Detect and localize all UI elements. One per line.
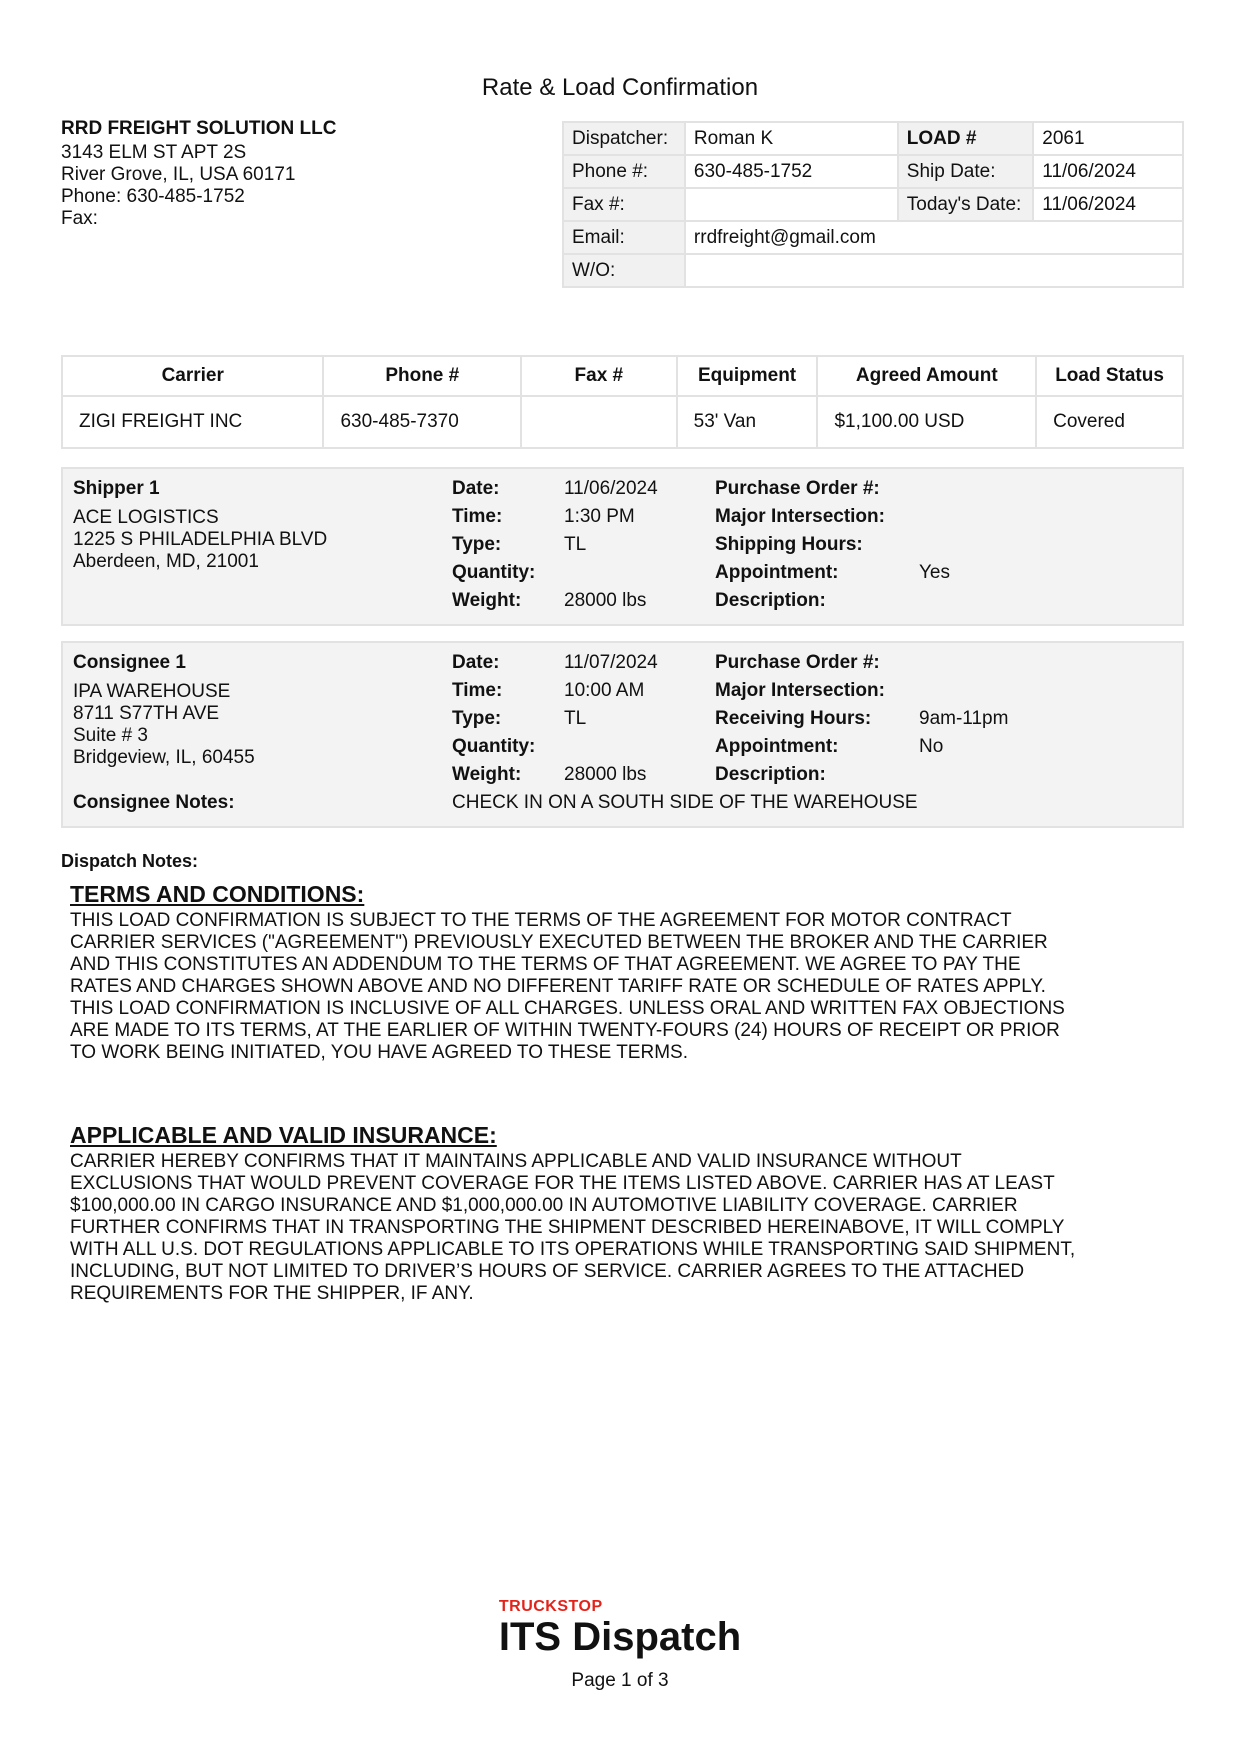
carrier-fax [521,396,677,448]
fax-label: Fax #: [563,188,685,221]
shipper-quantity [564,559,658,587]
ship-date-value: 11/06/2024 [1033,155,1183,188]
consignee-major-intersection [919,677,1008,705]
dispatcher-label: Dispatcher: [563,122,685,155]
field-label: Time: [452,506,503,527]
phone-label: Phone #: [563,155,685,188]
shipper-shipping-hours [919,531,950,559]
shipper-type: TL [564,534,587,555]
consignee-field-values [564,649,658,789]
table-row [62,396,1183,448]
terms-line: RATES AND CHARGES SHOWN ABOVE AND NO DIFFERENT TARIFF RATE OR SCHEDULE OF RATES APPLY. [70,976,1046,997]
field-label: Quantity: [452,736,536,757]
consignee-type: TL [564,708,587,729]
insurance-line: INCLUDING, BUT NOT LIMITED TO DRIVER’S HOURS OF SERVICE. CARRIER AGREES TO THE ATTACHED [70,1261,1025,1282]
shipper-name: ACE LOGISTICS [73,507,219,528]
consignee-city: Bridgeview, IL, 60455 [73,747,255,768]
field-label: Purchase Order #: [715,652,880,673]
consignee-name: IPA WAREHOUSE [73,681,231,702]
field-label: Receiving Hours: [715,708,872,729]
field-label: Purchase Order #: [715,478,880,499]
field-label: Quantity: [452,562,536,583]
shipper-heading: Shipper 1 [73,478,160,499]
field-label: Appointment: [715,562,839,583]
field-label: Appointment: [715,736,839,757]
shipper-appointment: Yes [919,562,950,583]
shipper-field-values-2 [919,475,950,615]
field-label: Description: [715,590,826,611]
field-label: Time: [452,680,503,701]
field-label: Major Intersection: [715,680,885,701]
col-header: Phone # [323,356,521,396]
field-label: Date: [452,478,500,499]
insurance-text [70,1151,1180,1305]
consignee-street: 8711 S77TH AVE [73,703,220,724]
col-header: Carrier [62,356,323,396]
shipper-field-labels-2 [715,475,885,615]
email-label: Email: [563,221,685,254]
insurance-heading: APPLICABLE AND VALID INSURANCE: [70,1122,497,1148]
field-label: Type: [452,534,502,555]
dispatch-notes-label: Dispatch Notes: [61,851,199,871]
consignee-description [919,761,1008,789]
work-order-label: W/O: [563,254,685,287]
company-fax: Fax: [61,208,98,229]
col-header: Equipment [677,356,818,396]
fax-value [685,188,898,221]
col-header: Fax # [521,356,677,396]
consignee-notes: CHECK IN ON A SOUTH SIDE OF THE WAREHOUSE [452,792,918,813]
consignee-date: 11/07/2024 [564,652,658,673]
insurance-line: CARRIER HEREBY CONFIRMS THAT IT MAINTAINS APPLICABLE AND VALID INSURANCE WITHOUT [70,1151,962,1172]
field-label: Type: [452,708,502,729]
document-title: Rate & Load Confirmation [481,74,759,101]
consignee-field-labels [452,649,535,789]
consignee-time: 10:00 AM [564,680,645,701]
terms-text [70,910,1180,1064]
carrier-agreed-amount: $1,100.00 USD [817,396,1036,448]
company-address-line2: River Grove, IL, USA 60171 [61,164,296,185]
shipper-panel [61,467,1184,626]
shipper-field-labels [452,475,535,615]
terms-line: THIS LOAD CONFIRMATION IS INCLUSIVE OF ALL CHARGES. UNLESS ORAL AND WRITTEN FAX OBJECTIONS [70,998,1065,1019]
todays-date-value: 11/06/2024 [1033,188,1183,221]
truckstop-logo-text: TRUCKSTOP [498,1598,603,1615]
carrier-table-header [62,356,1183,396]
its-dispatch-logo [0,1598,1240,1658]
carrier-equipment: 53' Van [677,396,818,448]
consignee-panel [61,641,1184,828]
dispatch-info-table [562,121,1184,288]
col-header: Load Status [1036,356,1183,396]
shipper-weight: 28000 lbs [564,590,647,611]
insurance-line: EXCLUSIONS THAT WOULD PREVENT COVERAGE FOR THE ITEMS LISTED ABOVE. CARRIER HAS AT LEAST [70,1173,1055,1194]
company-name: RRD FREIGHT SOLUTION LLC [61,118,337,139]
email-value: rrdfreight@gmail.com [685,221,1183,254]
insurance-line: $100,000.00 IN CARGO INSURANCE AND $1,000,000.00 IN AUTOMOTIVE LIABILITY COVERAGE. CARRIER [70,1195,1018,1216]
consignee-weight: 28000 lbs [564,764,647,785]
shipper-street: 1225 S PHILADELPHIA BLVD [73,529,328,550]
terms-line: AND THIS CONSTITUTES AN ADDENDUM TO THE TERMS OF THAT AGREEMENT. WE AGREE TO PAY THE [70,954,1021,975]
field-label: Shipping Hours: [715,534,863,555]
consignee-notes-label: Consignee Notes: [73,792,235,813]
terms-line: TO WORK BEING INITIATED, YOU HAVE AGREED TO THESE TERMS. [70,1042,688,1063]
col-header: Agreed Amount [817,356,1036,396]
carrier-phone: 630-485-7370 [323,396,521,448]
field-label: Major Intersection: [715,506,885,527]
consignee-address [73,681,255,769]
consignee-suite: Suite # 3 [73,725,148,746]
terms-heading: TERMS AND CONDITIONS: [70,881,365,907]
shipper-description [919,587,950,615]
insurance-line: WITH ALL U.S. DOT REGULATIONS APPLICABLE TO ITS OPERATIONS WHILE TRANSPORTING SAID SHIPMENT, [70,1239,1076,1260]
its-dispatch-logo-text: ITS Dispatch [498,1615,742,1659]
consignee-quantity [564,733,658,761]
company-address-line1: 3143 ELM ST APT 2S [61,142,247,163]
phone-value: 630-485-1752 [685,155,898,188]
company-phone: Phone: 630-485-1752 [61,186,245,207]
insurance-line: REQUIREMENTS FOR THE SHIPPER, IF ANY. [70,1283,474,1304]
carrier-table [61,355,1184,449]
carrier-name: ZIGI FREIGHT INC [62,396,323,448]
field-label: Weight: [452,764,522,785]
consignee-heading: Consignee 1 [73,652,186,673]
insurance-line: FURTHER CONFIRMS THAT IN TRANSPORTING THE SHIPMENT DESCRIBED HEREINABOVE, IT WILL COMPLY [70,1217,1065,1238]
page-number: Page 1 of 3 [571,1670,669,1691]
dispatcher-value: Roman K [685,122,898,155]
field-label: Date: [452,652,500,673]
shipper-city: Aberdeen, MD, 21001 [73,551,259,572]
company-block [61,118,336,230]
field-label: Weight: [452,590,522,611]
todays-date-label: Today's Date: [898,188,1034,221]
ship-date-label: Ship Date: [898,155,1034,188]
shipper-date: 11/06/2024 [564,478,658,499]
shipper-major-intersection [919,503,950,531]
shipper-field-values [564,475,658,615]
load-number-value: 2061 [1033,122,1183,155]
work-order-value [685,254,1183,287]
terms-line: ARE MADE TO ITS TERMS, AT THE EARLIER OF WITHIN TWENTY-FOURS (24) HOURS OF RECEIPT OR PRIOR [70,1020,1060,1041]
load-number-label: LOAD # [898,122,1034,155]
consignee-field-values-2 [919,649,1008,789]
shipper-address [73,507,327,573]
terms-line: CARRIER SERVICES ("AGREEMENT") PREVIOUSLY EXECUTED BETWEEN THE BROKER AND THE CARRIER [70,932,1048,953]
consignee-field-labels-2 [715,649,885,789]
consignee-po [919,649,1008,677]
shipper-time: 1:30 PM [564,506,635,527]
terms-line: THIS LOAD CONFIRMATION IS SUBJECT TO THE TERMS OF THE AGREEMENT FOR MOTOR CONTRACT [70,910,1012,931]
field-label: Description: [715,764,826,785]
consignee-receiving-hours: 9am-11pm [919,708,1009,729]
shipper-po [919,475,950,503]
consignee-appointment: No [919,736,944,757]
carrier-load-status: Covered [1036,396,1183,448]
